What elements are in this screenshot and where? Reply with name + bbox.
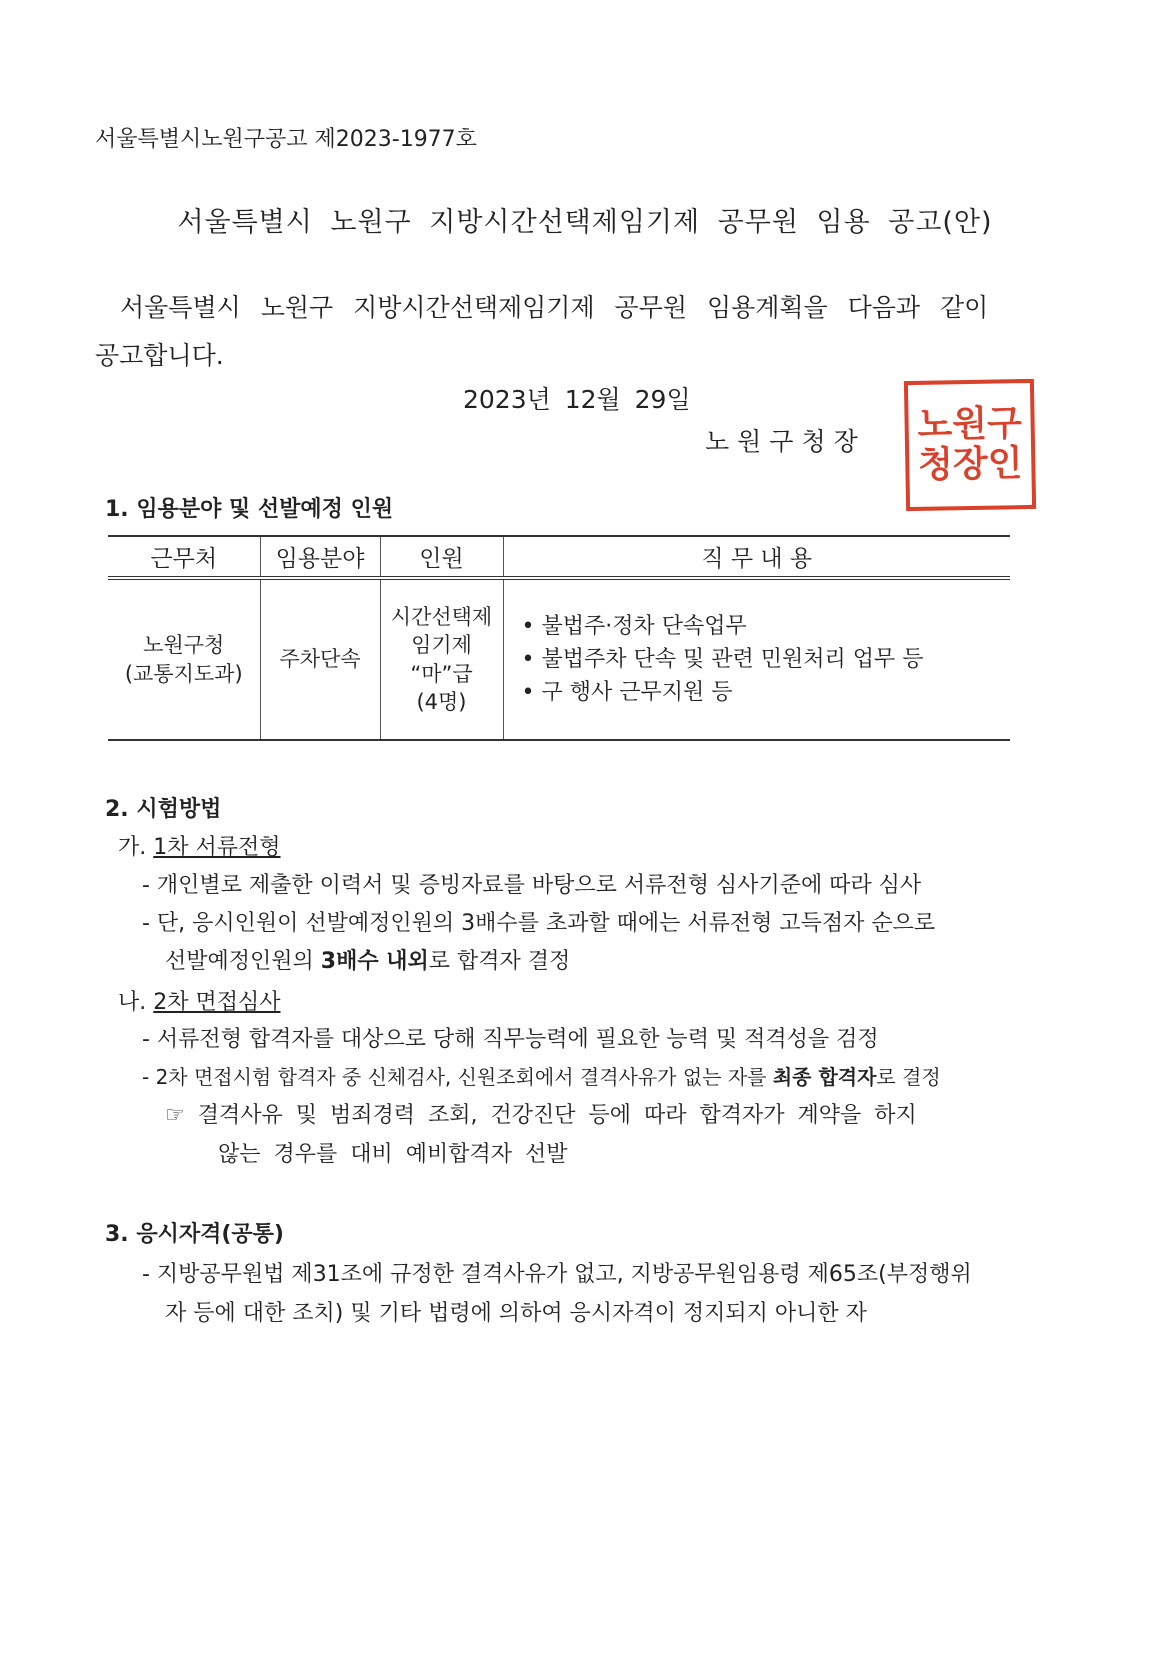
list-item: - 지방공무원법 제31조에 규정한 결격사유가 없고, 지방공무원임용령 제65조(부정행위 bbox=[142, 1262, 972, 1287]
official-seal-stamp bbox=[904, 379, 1036, 511]
intro-text: 서울특별시 노원구 지방시간선택제임기제 공무원 임용계획을 다음과 같이 bbox=[120, 293, 989, 322]
section-3-heading: 3. 응시자격(공통) bbox=[105, 1222, 284, 1247]
workplace: 노원구청 bbox=[143, 633, 225, 658]
section-2-heading: 2. 시험방법 bbox=[105, 797, 222, 822]
table-row bbox=[108, 578, 1010, 740]
list-item: - 단, 응시인원이 선발예정인원의 3배수를 초과할 때에는 서류전형 고득점자 순으로 bbox=[142, 911, 936, 936]
text: 로 결정 bbox=[876, 1065, 941, 1089]
recruitment-table bbox=[108, 535, 1010, 741]
staff-line: “마”급 bbox=[410, 661, 473, 686]
field-cell: 주차단속 bbox=[260, 578, 380, 740]
duties-cell bbox=[503, 578, 1010, 740]
list-item bbox=[142, 1061, 941, 1090]
duty-item: • 불법주·정차 단속업무 bbox=[521, 614, 747, 639]
list-item: - 서류전형 합격자를 대상으로 당해 직무능력에 필요한 능력 및 적격성을 검정 bbox=[142, 1027, 879, 1052]
document-number: 서울특별시노원구공고 제2023-1977호 bbox=[95, 127, 477, 152]
col-header: 인원 bbox=[380, 536, 503, 578]
page-title: 서울특별시 노원구 지방시간선택제임기제 공무원 임용 공고(안) bbox=[177, 207, 993, 238]
staff-line: 시간선택제 bbox=[390, 604, 493, 629]
announcement-date: 2023년 12월 29일 bbox=[463, 385, 691, 414]
staff-line: 임기제 bbox=[411, 633, 472, 658]
signer: 노원구청장 bbox=[705, 427, 866, 456]
text: 선발예정인원의 bbox=[165, 949, 321, 974]
department: (교통지도과) bbox=[124, 661, 243, 686]
section-1-heading: 1. 임용분야 및 선발예정 인원 bbox=[105, 497, 394, 522]
duty-item: • 구 행사 근무지원 등 bbox=[521, 680, 733, 705]
note-cont: 않는 경우를 대비 예비합격자 선발 bbox=[218, 1142, 568, 1167]
text: 로 합격자 결정 bbox=[428, 949, 571, 974]
col-header: 임용분야 bbox=[260, 536, 380, 578]
list-item-cont bbox=[165, 944, 570, 975]
col-header: 근무처 bbox=[108, 536, 260, 578]
subsection-prefix: 가. bbox=[118, 835, 154, 860]
col-header: 직 무 내 용 bbox=[701, 546, 813, 572]
seal-text: 노원구 bbox=[917, 403, 1023, 447]
list-item: - 개인별로 제출한 이력서 및 증빙자료를 바탕으로 서류전형 심사기준에 따라 심사 bbox=[142, 873, 922, 898]
emphasis: 최종 합격자 bbox=[772, 1065, 877, 1089]
subsection-b bbox=[118, 985, 281, 1016]
list-item-cont: 자 등에 대한 조치) 및 기타 법령에 의하여 응시자격이 정지되지 아니한 자 bbox=[165, 1301, 867, 1326]
duty-item: • 불법주차 단속 및 관련 민원처리 업무 등 bbox=[521, 647, 924, 672]
seal-text: 청장인 bbox=[917, 443, 1023, 486]
staff-line: (4명) bbox=[416, 689, 467, 714]
subsection-title: 1차 서류전형 bbox=[153, 835, 281, 860]
intro-text-cont: 공고합니다. bbox=[95, 341, 224, 370]
staff-cell bbox=[380, 578, 503, 740]
text: - 2차 면접시험 합격자 중 신체검사, 신원조회에서 결격사유가 없는 자를 bbox=[142, 1065, 773, 1089]
note: ☞ 결격사유 및 범죄경력 조회, 건강진단 등에 따라 합격자가 계약을 하지 bbox=[165, 1103, 917, 1128]
subsection-prefix: 나. bbox=[118, 990, 154, 1015]
subsection-a bbox=[118, 830, 281, 861]
emphasis: 3배수 내외 bbox=[320, 949, 429, 974]
subsection-title: 2차 면접심사 bbox=[153, 990, 281, 1015]
workplace-cell bbox=[108, 578, 260, 740]
